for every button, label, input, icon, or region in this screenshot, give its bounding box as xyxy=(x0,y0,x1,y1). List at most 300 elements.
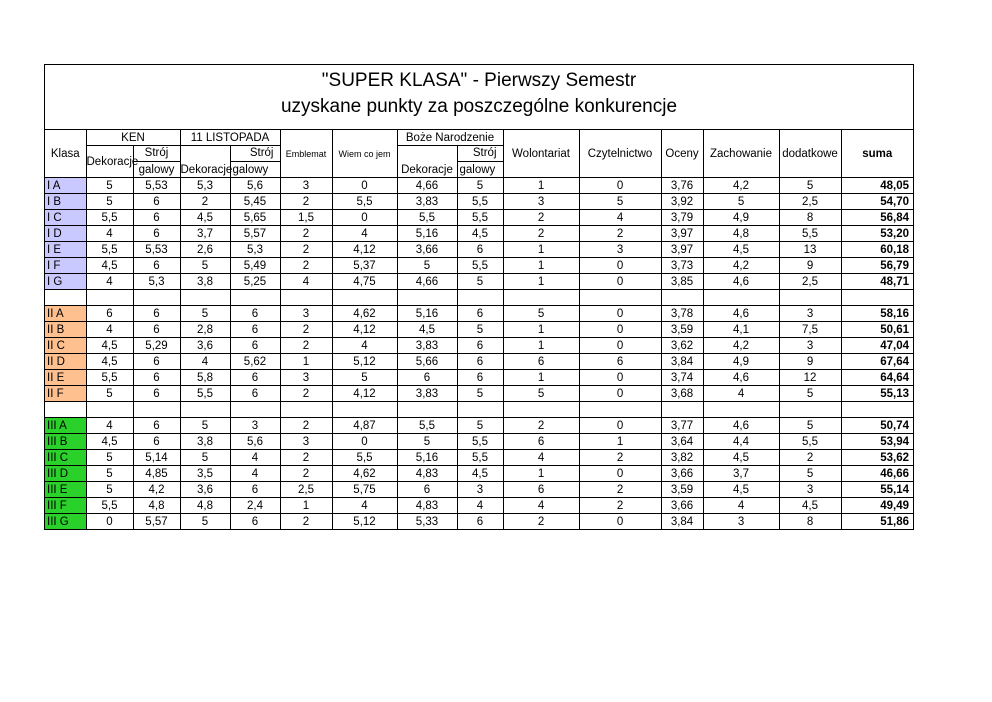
score-cell: 5,5 xyxy=(86,210,133,226)
group-spacer-row xyxy=(45,402,913,418)
score-cell: 4 xyxy=(86,226,133,242)
score-cell: 4,5 xyxy=(703,482,779,498)
score-cell: 6 xyxy=(457,306,503,322)
score-cell: 2 xyxy=(280,514,332,530)
score-cell: 5,45 xyxy=(230,194,280,210)
score-cell: 4,2 xyxy=(703,338,779,354)
score-cell: 4,6 xyxy=(703,370,779,386)
score-cell: 4,5 xyxy=(457,226,503,242)
score-cell: 5,5 xyxy=(180,386,230,402)
table-row xyxy=(45,338,913,354)
class-label: I E xyxy=(45,242,86,258)
score-cell: 3 xyxy=(230,418,280,434)
score-cell: 12 xyxy=(779,370,841,386)
score-cell: 5,6 xyxy=(230,434,280,450)
score-cell: 5 xyxy=(180,306,230,322)
score-cell: 5 xyxy=(457,418,503,434)
score-cell: 4 xyxy=(332,338,397,354)
total-cell: 50,74 xyxy=(841,418,913,434)
score-cell: 1 xyxy=(280,354,332,370)
score-cell: 2,4 xyxy=(230,498,280,514)
score-cell: 0 xyxy=(579,338,661,354)
header-wiem-co-jem: Wiem co jem xyxy=(332,130,397,178)
total-cell: 58,16 xyxy=(841,306,913,322)
score-cell: 5,57 xyxy=(230,226,280,242)
score-cell: 4,9 xyxy=(703,354,779,370)
score-cell: 5 xyxy=(579,194,661,210)
class-label: II E xyxy=(45,370,86,386)
score-cell: 2,8 xyxy=(180,322,230,338)
class-label: I F xyxy=(45,258,86,274)
score-cell: 3,92 xyxy=(661,194,703,210)
score-cell: 5 xyxy=(779,178,841,194)
table-row xyxy=(45,178,913,194)
score-cell: 6 xyxy=(133,258,180,274)
score-cell: 0 xyxy=(579,370,661,386)
empty-cell xyxy=(230,290,280,306)
class-label: III E xyxy=(45,482,86,498)
empty-cell xyxy=(579,402,661,418)
score-cell: 1,5 xyxy=(280,210,332,226)
score-cell: 6 xyxy=(133,354,180,370)
total-cell: 47,04 xyxy=(841,338,913,354)
score-cell: 5,62 xyxy=(230,354,280,370)
table-row xyxy=(45,434,913,450)
score-cell: 2 xyxy=(280,258,332,274)
score-cell: 2 xyxy=(280,194,332,210)
header-ken-galowy: galowy xyxy=(133,162,180,178)
score-cell: 0 xyxy=(579,306,661,322)
score-cell: 2,5 xyxy=(779,194,841,210)
score-cell: 5,53 xyxy=(133,242,180,258)
empty-cell xyxy=(841,290,913,306)
empty-cell xyxy=(280,290,332,306)
score-cell: 3 xyxy=(280,370,332,386)
score-cell: 9 xyxy=(779,258,841,274)
score-cell: 4 xyxy=(503,450,579,466)
score-cell: 3 xyxy=(579,242,661,258)
class-label: III D xyxy=(45,466,86,482)
total-cell: 56,84 xyxy=(841,210,913,226)
score-cell: 4,75 xyxy=(332,274,397,290)
total-cell: 60,18 xyxy=(841,242,913,258)
score-cell: 5 xyxy=(457,322,503,338)
score-cell: 4,5 xyxy=(397,322,457,338)
score-cell: 4,6 xyxy=(703,418,779,434)
score-cell: 5 xyxy=(180,418,230,434)
score-cell: 4 xyxy=(280,274,332,290)
score-cell: 3 xyxy=(779,482,841,498)
score-cell: 5,25 xyxy=(230,274,280,290)
score-cell: 5 xyxy=(86,482,133,498)
total-cell: 50,61 xyxy=(841,322,913,338)
score-cell: 13 xyxy=(779,242,841,258)
score-cell: 4 xyxy=(332,226,397,242)
score-cell: 5,3 xyxy=(180,178,230,194)
header-boze-stroj: Strój xyxy=(457,146,503,162)
header-ken-stroj: Strój xyxy=(133,146,180,162)
score-cell: 3,74 xyxy=(661,370,703,386)
table-body xyxy=(45,178,913,530)
header-ken-dekoracje: Dekoracje xyxy=(86,146,133,178)
score-cell: 5 xyxy=(779,386,841,402)
empty-cell xyxy=(180,402,230,418)
class-label: III A xyxy=(45,418,86,434)
score-cell: 4,87 xyxy=(332,418,397,434)
score-cell: 5 xyxy=(503,306,579,322)
total-cell: 56,79 xyxy=(841,258,913,274)
score-cell: 5,29 xyxy=(133,338,180,354)
score-cell: 4,1 xyxy=(703,322,779,338)
score-cell: 5,5 xyxy=(457,450,503,466)
table-row xyxy=(45,306,913,322)
score-cell: 6 xyxy=(230,482,280,498)
score-cell: 4,5 xyxy=(86,434,133,450)
score-cell: 6 xyxy=(457,370,503,386)
score-cell: 5 xyxy=(779,466,841,482)
table-row xyxy=(45,418,913,434)
score-cell: 4 xyxy=(503,498,579,514)
score-cell: 4 xyxy=(703,386,779,402)
score-cell: 4 xyxy=(86,322,133,338)
table-row xyxy=(45,274,913,290)
score-cell: 3,97 xyxy=(661,226,703,242)
score-cell: 0 xyxy=(332,210,397,226)
empty-cell xyxy=(703,402,779,418)
score-cell: 3 xyxy=(280,178,332,194)
score-cell: 1 xyxy=(503,338,579,354)
header-dodatkowe: dodatkowe xyxy=(779,130,841,178)
score-cell: 5 xyxy=(457,274,503,290)
score-cell: 5 xyxy=(180,450,230,466)
score-cell: 2 xyxy=(280,322,332,338)
empty-cell xyxy=(332,290,397,306)
score-cell: 6 xyxy=(230,338,280,354)
score-cell: 1 xyxy=(503,466,579,482)
empty-cell xyxy=(86,402,133,418)
title-block xyxy=(45,65,913,130)
score-cell: 6 xyxy=(133,370,180,386)
score-cell: 6 xyxy=(503,482,579,498)
class-label: III B xyxy=(45,434,86,450)
total-cell: 67,64 xyxy=(841,354,913,370)
table-row xyxy=(45,370,913,386)
header-boze-narodzenie: Boże Narodzenie xyxy=(397,130,503,146)
header-ken: KEN xyxy=(86,130,180,146)
empty-cell xyxy=(503,290,579,306)
score-cell: 4,2 xyxy=(703,178,779,194)
score-cell: 4,4 xyxy=(703,434,779,450)
score-cell: 0 xyxy=(579,514,661,530)
score-cell: 5 xyxy=(180,258,230,274)
score-cell: 2 xyxy=(503,226,579,242)
score-cell: 6 xyxy=(133,210,180,226)
score-cell: 6 xyxy=(397,482,457,498)
score-cell: 2 xyxy=(280,226,332,242)
score-cell: 2,5 xyxy=(779,274,841,290)
score-cell: 5 xyxy=(86,386,133,402)
score-cell: 5,5 xyxy=(457,258,503,274)
empty-cell xyxy=(397,402,457,418)
score-cell: 2,6 xyxy=(180,242,230,258)
score-cell: 4,5 xyxy=(86,338,133,354)
score-cell: 6 xyxy=(133,194,180,210)
score-cell: 0 xyxy=(332,434,397,450)
score-cell: 3,62 xyxy=(661,338,703,354)
score-cell: 4,5 xyxy=(703,242,779,258)
score-cell: 4 xyxy=(180,354,230,370)
score-cell: 3,66 xyxy=(661,466,703,482)
score-cell: 5,53 xyxy=(133,178,180,194)
score-cell: 4,2 xyxy=(133,482,180,498)
total-cell: 46,66 xyxy=(841,466,913,482)
score-cell: 6 xyxy=(133,386,180,402)
empty-cell xyxy=(230,402,280,418)
score-cell: 9 xyxy=(779,354,841,370)
header-suma: suma xyxy=(841,130,913,178)
table-row xyxy=(45,498,913,514)
header-boze-dekoracje-spacer xyxy=(397,146,457,162)
score-cell: 5,5 xyxy=(457,194,503,210)
score-cell: 3,59 xyxy=(661,482,703,498)
header-czytelnictwo: Czytelnictwo xyxy=(579,130,661,178)
score-cell: 6 xyxy=(397,370,457,386)
class-label: I D xyxy=(45,226,86,242)
score-cell: 6 xyxy=(503,434,579,450)
score-cell: 5,16 xyxy=(397,306,457,322)
score-cell: 5 xyxy=(703,194,779,210)
score-cell: 5,12 xyxy=(332,514,397,530)
class-label: I A xyxy=(45,178,86,194)
score-cell: 6 xyxy=(133,322,180,338)
score-cell: 3,7 xyxy=(180,226,230,242)
score-cell: 4,8 xyxy=(133,498,180,514)
empty-cell xyxy=(779,402,841,418)
score-cell: 3,76 xyxy=(661,178,703,194)
total-cell: 53,20 xyxy=(841,226,913,242)
score-cell: 3,83 xyxy=(397,338,457,354)
score-cell: 4,5 xyxy=(86,258,133,274)
score-cell: 6 xyxy=(503,354,579,370)
empty-cell xyxy=(703,290,779,306)
score-cell: 4 xyxy=(703,498,779,514)
header-11-listopada: 11 LISTOPADA xyxy=(180,130,280,146)
score-cell: 0 xyxy=(579,274,661,290)
score-cell: 4,85 xyxy=(133,466,180,482)
empty-cell xyxy=(457,290,503,306)
empty-cell xyxy=(45,402,86,418)
score-cell: 4,8 xyxy=(703,226,779,242)
score-cell: 1 xyxy=(503,322,579,338)
total-cell: 49,49 xyxy=(841,498,913,514)
score-cell: 5,5 xyxy=(397,210,457,226)
score-cell: 4 xyxy=(230,466,280,482)
score-cell: 3,97 xyxy=(661,242,703,258)
empty-cell xyxy=(133,402,180,418)
class-label: III C xyxy=(45,450,86,466)
header-listopad-galowy: galowy xyxy=(230,162,280,178)
score-cell: 6 xyxy=(133,418,180,434)
score-cell: 0 xyxy=(86,514,133,530)
total-cell: 48,05 xyxy=(841,178,913,194)
score-cell: 4,2 xyxy=(703,258,779,274)
total-cell: 55,13 xyxy=(841,386,913,402)
score-cell: 5 xyxy=(397,258,457,274)
empty-cell xyxy=(280,402,332,418)
class-label: I B xyxy=(45,194,86,210)
score-cell: 5,49 xyxy=(230,258,280,274)
score-cell: 3,8 xyxy=(180,274,230,290)
score-cell: 6 xyxy=(457,338,503,354)
score-cell: 5 xyxy=(457,178,503,194)
score-cell: 6 xyxy=(133,306,180,322)
score-cell: 5,65 xyxy=(230,210,280,226)
score-cell: 5,5 xyxy=(457,210,503,226)
score-cell: 6 xyxy=(457,514,503,530)
score-cell: 6 xyxy=(579,354,661,370)
table-row xyxy=(45,466,913,482)
score-cell: 1 xyxy=(503,242,579,258)
score-cell: 5,57 xyxy=(133,514,180,530)
class-label: II F xyxy=(45,386,86,402)
score-cell: 2 xyxy=(579,226,661,242)
score-cell: 5,16 xyxy=(397,450,457,466)
title-line-1: "SUPER KLASA" - Pierwszy Semestr xyxy=(321,70,637,91)
score-cell: 5 xyxy=(332,370,397,386)
scores-table xyxy=(45,130,913,529)
score-cell: 2 xyxy=(779,450,841,466)
score-cell: 6 xyxy=(230,514,280,530)
table-row xyxy=(45,226,913,242)
header-zachowanie: Zachowanie xyxy=(703,130,779,178)
score-cell: 4 xyxy=(86,274,133,290)
score-cell: 5,16 xyxy=(397,226,457,242)
score-sheet xyxy=(44,64,914,530)
total-cell: 54,70 xyxy=(841,194,913,210)
empty-cell xyxy=(45,290,86,306)
score-cell: 3 xyxy=(280,434,332,450)
score-cell: 4,8 xyxy=(180,498,230,514)
empty-cell xyxy=(133,290,180,306)
score-cell: 6 xyxy=(86,306,133,322)
empty-cell xyxy=(779,290,841,306)
score-cell: 6 xyxy=(133,434,180,450)
score-cell: 4,83 xyxy=(397,466,457,482)
score-cell: 7,5 xyxy=(779,322,841,338)
score-cell: 5 xyxy=(779,418,841,434)
score-cell: 3,59 xyxy=(661,322,703,338)
score-cell: 3,66 xyxy=(661,498,703,514)
score-cell: 6 xyxy=(230,386,280,402)
score-cell: 4 xyxy=(230,450,280,466)
score-cell: 5,37 xyxy=(332,258,397,274)
score-cell: 3 xyxy=(779,306,841,322)
score-cell: 4,66 xyxy=(397,274,457,290)
empty-cell xyxy=(397,290,457,306)
table-row xyxy=(45,210,913,226)
score-cell: 4,12 xyxy=(332,242,397,258)
score-cell: 4 xyxy=(86,418,133,434)
score-cell: 3,73 xyxy=(661,258,703,274)
score-cell: 3,83 xyxy=(397,194,457,210)
score-cell: 5,3 xyxy=(230,242,280,258)
score-cell: 4,62 xyxy=(332,306,397,322)
score-cell: 0 xyxy=(332,178,397,194)
empty-cell xyxy=(579,290,661,306)
score-cell: 2 xyxy=(503,418,579,434)
score-cell: 5 xyxy=(86,466,133,482)
class-label: III F xyxy=(45,498,86,514)
score-cell: 3,84 xyxy=(661,514,703,530)
score-cell: 4,12 xyxy=(332,386,397,402)
table-row xyxy=(45,482,913,498)
score-cell: 2 xyxy=(503,514,579,530)
class-label: II B xyxy=(45,322,86,338)
score-cell: 2 xyxy=(579,450,661,466)
score-cell: 2 xyxy=(280,466,332,482)
score-cell: 1 xyxy=(503,178,579,194)
score-cell: 3,7 xyxy=(703,466,779,482)
score-cell: 5,5 xyxy=(457,434,503,450)
score-cell: 6 xyxy=(457,354,503,370)
score-cell: 3,6 xyxy=(180,482,230,498)
score-cell: 4,62 xyxy=(332,466,397,482)
score-cell: 8 xyxy=(779,210,841,226)
score-cell: 3,64 xyxy=(661,434,703,450)
score-cell: 5 xyxy=(180,514,230,530)
class-label: III G xyxy=(45,514,86,530)
table-row xyxy=(45,194,913,210)
header-listopad-stroj: Strój xyxy=(230,146,280,162)
header-listopad-dekoracje: Dekoracje xyxy=(180,162,230,178)
header-listopad-dekoracje-spacer xyxy=(180,146,230,162)
score-cell: 2 xyxy=(280,386,332,402)
score-cell: 5,12 xyxy=(332,354,397,370)
score-cell: 2 xyxy=(503,210,579,226)
table-row xyxy=(45,322,913,338)
score-cell: 2,5 xyxy=(280,482,332,498)
score-cell: 4,6 xyxy=(703,306,779,322)
score-cell: 5,8 xyxy=(180,370,230,386)
score-cell: 8 xyxy=(779,514,841,530)
score-cell: 3,78 xyxy=(661,306,703,322)
score-cell: 6 xyxy=(230,370,280,386)
score-cell: 4,9 xyxy=(703,210,779,226)
score-cell: 6 xyxy=(133,226,180,242)
score-cell: 1 xyxy=(579,434,661,450)
score-cell: 5,5 xyxy=(779,226,841,242)
score-cell: 4,5 xyxy=(180,210,230,226)
score-cell: 3,8 xyxy=(180,434,230,450)
score-cell: 3 xyxy=(503,194,579,210)
score-cell: 4,6 xyxy=(703,274,779,290)
score-cell: 6 xyxy=(230,306,280,322)
score-cell: 3 xyxy=(703,514,779,530)
score-cell: 4,5 xyxy=(703,450,779,466)
score-cell: 3,5 xyxy=(180,466,230,482)
score-cell: 5,5 xyxy=(86,370,133,386)
score-cell: 5 xyxy=(503,386,579,402)
score-cell: 5,5 xyxy=(397,418,457,434)
class-label: II C xyxy=(45,338,86,354)
score-cell: 3,77 xyxy=(661,418,703,434)
table-row xyxy=(45,242,913,258)
table-header xyxy=(45,130,913,178)
score-cell: 0 xyxy=(579,322,661,338)
class-label: II D xyxy=(45,354,86,370)
score-cell: 5,5 xyxy=(332,194,397,210)
score-cell: 3,85 xyxy=(661,274,703,290)
